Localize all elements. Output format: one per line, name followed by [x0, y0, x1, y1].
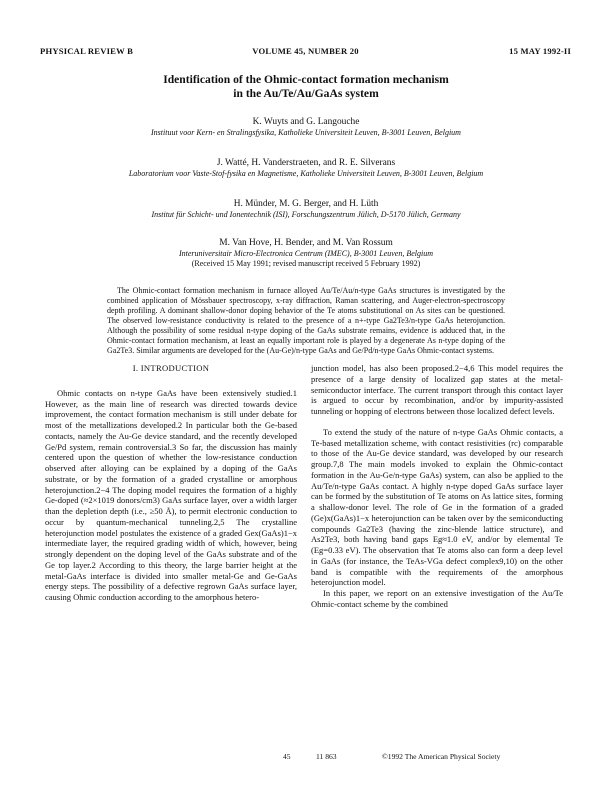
right-column	[311, 363, 563, 610]
running-header	[40, 46, 571, 60]
affiliation-group-4	[0, 237, 612, 269]
journal-name: PHYSICAL REVIEW B	[40, 46, 134, 56]
institution: Instituut voor Kern- en Stralingsfysika, Katholieke Universiteit Leuven, B-3001 Leuven, Belgium	[151, 128, 461, 137]
page-number: 11 863	[316, 752, 337, 761]
paragraph: To extend the study of the nature of n-type GaAs Ohmic contacts, a Te-based metallization scheme, with contact resistivities (rc) comparable to those of the Au-Ge device standard, was developed by our research group.7,8 The main models invoked to explain the Ohmic-contact formation in the Au-Ge/n-type GaAs) system, can also be applied to the Au/Te/n-type GaAs contact. A highly n-type doped GaAs surface layer can be formed by the substitution of Te atoms on As lattice sites, forming a shallow-donor level. The role of Ge in the formation of a graded (Ge)x(GaAs)1−x heterojunction can be taken over by the semiconducting compounds Ga2Te3 (having the zinc-blende lattice structure), and As2Te3, both having band gaps Eg≈1.0 eV, and/or by elemental Te (Eg=0.33 eV). The observation that Te atoms also can form a deep level in GaAs (for instance, the TeAs-VGa defect complex9,10) on the other band is compatible with the requirements of the amorphous heterojunction model.	[311, 426, 563, 588]
received-dates: (Received 15 May 1991; revised manuscript received 5 February 1992)	[191, 259, 421, 268]
copyright: ©1992 The American Physical Society	[382, 752, 501, 761]
paragraph: In this paper, we report on an extensive investigation of the Au/Te Ohmic-contact scheme by the combined	[311, 588, 563, 609]
abstract	[107, 286, 505, 356]
institution: Laboratorium voor Vaste-Stof-fysika en Magnetisme, Katholieke Universiteit Leuven, B-3001 Leuven, Belgium	[128, 169, 484, 178]
authors: K. Wuyts and G. Langouche	[252, 117, 360, 127]
title-line-1: Identification of the Ohmic-contact formation mechanism	[163, 73, 449, 86]
paragraph: Ohmic contacts on n-type GaAs have been extensively studied.1 However, as the main line of research was directed towards device improvement, the contact formation mechanism is still under debate for most of the metallizations developed.2 In particular both the Ge-based contacts, namely the Au-Ge device standard, and the recently developed Ge/Pd system, remain controversial.3 So far, the discussion has mainly centered upon the question of whether the low-resistance conduction observed after alloying can be explained by a doping of the GaAs substrate, or by the formation of a graded crystalline or amorphous heterojunction.2−4 The doping model requires the formation of a highly Ge-doped (≈2×1019 donors/cm3) GaAs surface layer, over a width larger than the depletion depth (i.e., ≥50 Å), to permit electronic conduction to occur by quantum-mechanical tunneling.2,5 The crystalline heterojunction model postulates the existence of a graded Gex(GaAs)1−x intermediate layer, the required grading width of which, however, being strongly dependent on the doping level of the GaAs substrate and of the Ge top layer.2 According to this theory, the large barrier height at the metal-GaAs interface is divided into smaller metal-Ge and Ge-GaAs energy steps. The possibility of a defective regrown GaAs surface layer, causing Ohmic conduction according to the amorphous hetero-	[45, 387, 297, 602]
abstract-text: The Ohmic-contact formation mechanism in furnace alloyed Au/Te/Au/n-type GaAs structures is investigated by the combined application of Mössbauer spectroscopy, x-ray diffraction, Raman scattering, and Auger-electron-spectroscopy depth profiling. A dominant shallow-donor doping behavior of the Te atoms substitutional on As sites can be questioned. The observed low-resistance conductivity is related to the presence of a n+-type Ga2Te3/n-type GaAs heterojunction. Although the possibility of some residual n-type doping of the GaAs substrate remains, evidence is adduced that, in the Ohmic-contact formation mechanism, at least an equally important role is played by a degenerate As n-type doping of the Ga2Te3. Similar arguments are developed for the (Au-Ge)/n-type GaAs and Ge/Pd/n-type GaAs Ohmic-contact systems.	[107, 286, 505, 355]
issue-date: 15 MAY 1992-II	[509, 46, 571, 56]
title-line-2: in the Au/Te/Au/GaAs system	[233, 87, 379, 100]
paper-title	[0, 73, 612, 101]
footer-volume: 45	[283, 752, 291, 761]
affiliation-group-1	[0, 116, 612, 138]
authors: H. Münder, M. G. Berger, and H. Lüth	[233, 199, 379, 209]
left-column	[45, 363, 297, 603]
page-footer	[0, 752, 612, 764]
affiliation-group-2	[0, 157, 612, 179]
authors: M. Van Hove, H. Bender, and M. Van Rossum	[219, 238, 393, 248]
affiliation-group-3	[0, 198, 612, 220]
institution: Institut für Schicht- und Ionentechnik (ISI), Forschungszentrum Jülich, D-5170 Jülich, Germany	[151, 210, 461, 219]
paragraph: junction model, has also been proposed.2−4,6 This model requires the presence of a large density of localized gap states at the metal-semiconductor interface. The current transport through this contact layer is argued to occur by recombination, and/or by impurity-assisted tunneling or hopping of electrons between those localized defect levels.	[311, 363, 563, 416]
institution: Interuniversitair Micro-Electronica Centrum (IMEC), B-3001 Leuven, Belgium	[178, 249, 433, 258]
volume-number: VOLUME 45, NUMBER 20	[252, 46, 359, 56]
section-heading: I. INTRODUCTION	[132, 363, 210, 373]
authors: J. Watté, H. Vanderstraeten, and R. E. Silverans	[216, 158, 396, 168]
